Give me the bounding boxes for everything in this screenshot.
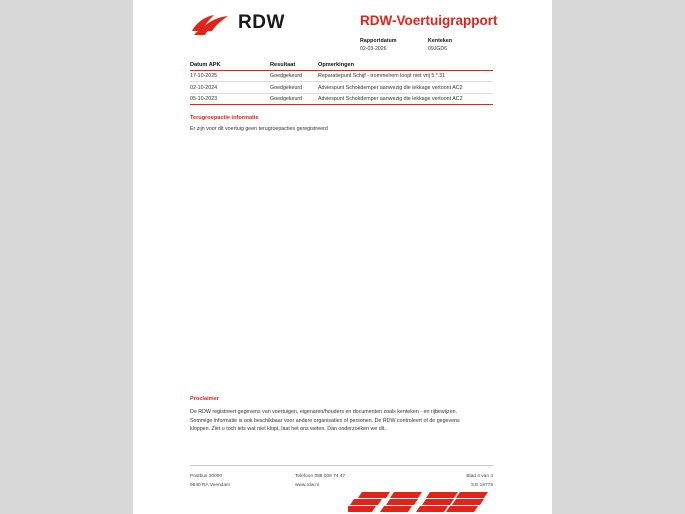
table-row	[190, 94, 493, 105]
cell-resultaat: Goedgekeurd	[270, 84, 303, 91]
meta-kenteken	[428, 38, 496, 52]
rdw-wordmark: RDW	[238, 12, 285, 33]
table-row	[190, 82, 493, 93]
cell-opmerkingen: Adviespunt Schokdemper aanwezig die lekkage vertoont AC2	[318, 95, 463, 102]
cell-opmerkingen: Reparatiepunt Schijf - trommelrem loopt niet vrij 5.*.31	[318, 73, 446, 80]
proclaimer-title: Proclaimer	[190, 396, 219, 402]
column-header-resultaat: Resultaat	[270, 62, 296, 68]
rapportdatum-label: Rapportdatum	[360, 38, 397, 44]
footer-address-line1: Postbus 30000	[190, 474, 223, 479]
cell-resultaat: Goedgekeurd	[270, 95, 303, 102]
cell-opmerkingen: Adviespunt Schokdemper aanwezig die lekkage vertoont AC2	[318, 84, 463, 91]
report-meta	[360, 38, 505, 52]
document-header	[190, 0, 498, 56]
table-row	[190, 71, 493, 82]
column-header-opmerkingen: Opmerkingen	[318, 62, 355, 68]
rdw-flame-icon	[190, 14, 234, 36]
document-page	[133, 0, 552, 514]
footer-pageinfo	[415, 472, 493, 490]
page-title: RDW-Voertuigrapport	[360, 13, 498, 28]
kenteken-label: Kenteken	[428, 38, 453, 44]
terugroepactie-body: Er zijn voor dit voertuig geen terugroepacties geregistreerd	[190, 126, 328, 132]
proclaimer-section	[190, 396, 480, 434]
footer-phone: Telefoon 088 008 74 47	[295, 474, 346, 479]
column-header-datum: Datum APK	[190, 62, 221, 68]
page-content	[190, 0, 498, 514]
cell-datum: 17-10-2025	[190, 73, 218, 80]
table-header-row	[190, 62, 493, 71]
footer-doc-code: 3.E 18778	[471, 483, 493, 489]
kenteken-value: 09JGD6	[428, 46, 448, 52]
terugroepactie-section	[190, 115, 493, 134]
meta-rapportdatum	[360, 38, 428, 52]
footer-address	[190, 472, 295, 490]
cell-resultaat: Goedgekeurd	[270, 73, 303, 80]
rdw-footer-graphic	[348, 490, 498, 512]
cell-datum: 05-10-2023	[190, 95, 218, 102]
footer-address-line2: 9640 RA Veendam	[190, 483, 231, 489]
apk-table	[190, 62, 493, 105]
document-footer	[190, 465, 493, 490]
cell-datum: 02-10-2024	[190, 84, 218, 91]
footer-website[interactable]: www.rdw.nl	[295, 483, 319, 489]
footer-contact	[295, 472, 415, 490]
footer-page-number: Blad 4 van 4	[466, 474, 493, 479]
terugroepactie-title: Terugroepactie informatie	[190, 115, 259, 121]
rapportdatum-value: 02-03-2026	[360, 46, 387, 52]
proclaimer-body: De RDW registreert gegevens van voertuigen, eigenaren/houders en documenten zoals kenteken - en rijbewijzen. Sommige informatie is ook beschikbaar voor andere organisaties of personen. De RDW controleert of de gegevens kloppen. Ziet u toch iets wat niet klopt, laat het ons weten. Dan onderzoeken we dit.	[190, 409, 460, 433]
rdw-logo	[190, 12, 320, 40]
